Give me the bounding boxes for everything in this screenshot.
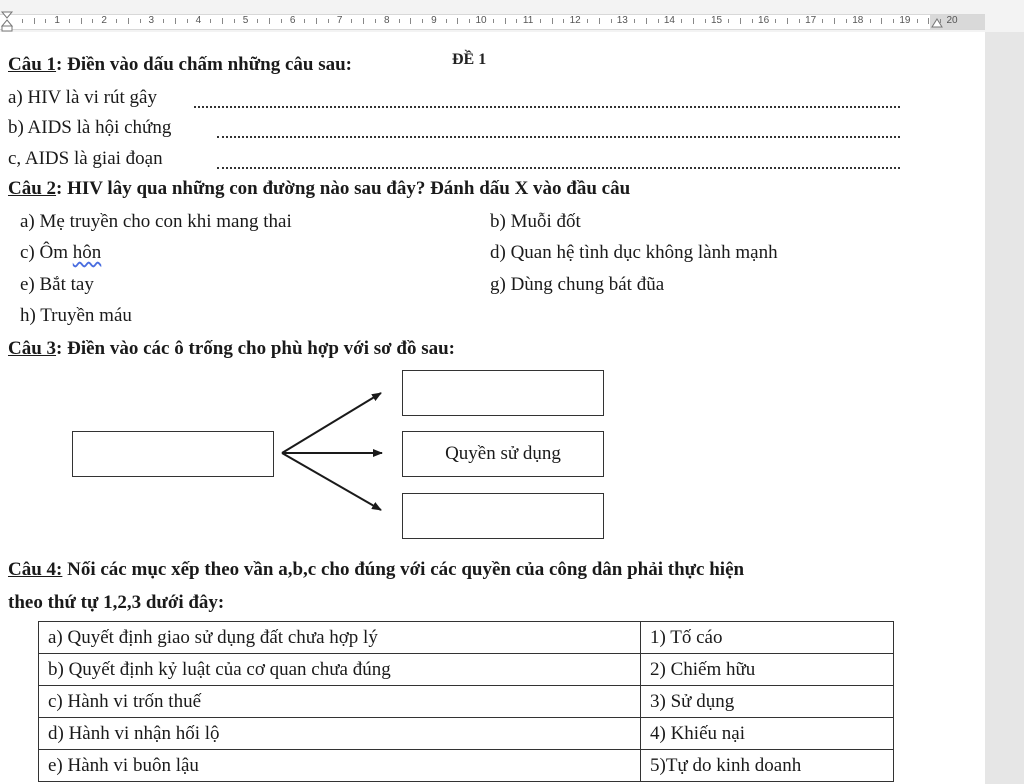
q2-option-g: g) Dùng chung bát đũa [490,274,665,295]
table-cell-right: 3) Sử dụng [641,686,894,718]
table-cell-statement: e) Hành vi buôn lậu [39,750,641,782]
ruler-tick [222,18,223,24]
ruler-number: 7 [336,15,343,26]
q2-option-h: h) Truyền máu [20,305,132,326]
ruler-tick [834,18,835,24]
table-cell-statement: a) Quyết định giao sử dụng đất chưa hợp lý [39,622,641,654]
ruler-tick [540,19,541,23]
cut-off-heading: ĐỀ 1 [452,51,487,68]
ruler-tick [681,19,682,23]
q3-number: Câu 3 [8,338,57,359]
ruler-number: 18 [852,15,864,26]
spellcheck-word[interactable]: hôn [72,242,102,263]
table-cell-right: 2) Chiếm hữu [641,654,894,686]
window-background [985,32,1024,784]
table-row [39,686,894,718]
q2-option-d: d) Quan hệ tình dục không lành mạnh [490,242,778,263]
table-cell-statement: d) Hành vi nhận hối lộ [39,718,641,750]
ruler-tick [363,18,364,24]
ruler-tick [22,19,23,23]
ruler-tick [587,19,588,23]
table-row [39,718,894,750]
matching-table [38,621,894,782]
q2-option-c-prefix: c) Ôm [20,242,73,263]
diagram-source-box[interactable] [72,431,274,477]
ruler-number: 10 [475,15,487,26]
ruler-tick [775,19,776,23]
ruler-number: 17 [805,15,817,26]
ruler-tick [210,19,211,23]
table-cell-right: 4) Khiếu nại [641,718,894,750]
q4-heading-line1 [8,559,744,581]
ruler-tick [752,19,753,23]
ruler-tick [399,19,400,23]
table-cell-right: 1) Tố cáo [641,622,894,654]
table-cell-right: 5)Tự do kinh doanh [641,750,894,782]
diagram-top-box[interactable] [402,370,604,416]
ruler-number: 11 [522,15,534,26]
ruler-tick [740,18,741,24]
ruler-tick [870,19,871,23]
table-row [39,750,894,782]
diagram-middle-box [402,431,604,477]
ruler-tick [846,19,847,23]
ruler-tick [269,18,270,24]
ruler-tick [611,19,612,23]
ruler-number: 4 [195,15,202,26]
q2-option-b: b) Muỗi đốt [490,211,581,232]
ruler-tick [128,18,129,24]
ruler-tick [822,19,823,23]
ruler-number: 16 [758,15,770,26]
ruler-tick [410,18,411,24]
ruler-tick [116,19,117,23]
ruler-number: 3 [148,15,155,26]
ruler-tick [457,18,458,24]
ruler-tick [34,18,35,24]
q4-heading-line2: theo thứ tự 1,2,3 dưới đây: [8,592,225,613]
ruler-number: 15 [710,15,723,26]
ruler-tick [140,19,141,23]
ruler-number: 14 [663,15,675,26]
ruler-tick [45,19,46,23]
ruler-tick [881,18,882,24]
q2-title: : HIV lây qua những con đường nào sau đây? Đánh dấu X vào đầu câu [56,178,631,199]
ruler-tick [728,19,729,23]
ruler-tick [516,19,517,23]
arrow-to-top-box [282,393,381,453]
ruler-tick [234,19,235,23]
horizontal-ruler[interactable] [0,0,1024,32]
table-row [39,654,894,686]
ruler-tick [799,19,800,23]
q2-number: Câu 2 [8,178,57,199]
ruler-number: 8 [384,15,390,26]
ruler-tick [693,18,694,24]
ruler-tick [505,18,506,24]
diagram-middle-label: Quyền sử dụng [445,443,561,464]
table-row [39,622,894,654]
q1-item-c: c, AIDS là giai đoạn [8,148,163,169]
ruler-tick [316,18,317,24]
ruler-number: 1 [54,15,60,26]
ruler-tick [304,19,305,23]
ruler-tick [351,19,352,23]
q1-number: Câu 1 [8,54,57,75]
ruler-tick [599,18,600,24]
q1-item-b: b) AIDS là hội chứng [8,117,172,138]
table-cell-statement: b) Quyết định kỷ luật của cơ quan chưa đúng [39,654,641,686]
ruler-tick [469,19,470,23]
ruler-number: 20 [946,15,958,26]
ruler-tick [69,19,70,23]
ruler-tick [163,19,164,23]
ruler-tick [917,19,918,23]
ruler-number: 19 [899,15,911,26]
table-cell-statement: c) Hành vi trốn thuế [39,686,641,718]
ruler-tick [928,18,929,24]
q3-title: : Điền vào các ô trống cho phù hợp với sơ đồ sau: [56,338,455,359]
ruler-tick [563,19,564,23]
arrow-to-bottom-box [282,453,381,510]
ruler-tick [257,19,258,23]
q4-number: Câu 4: [8,559,63,580]
ruler-tick [705,19,706,23]
ruler-tick [787,18,788,24]
diagram-bottom-box[interactable] [402,493,604,539]
ruler-number: 2 [101,15,107,26]
ruler-number: 6 [289,15,296,26]
q2-option-a: a) Mẹ truyền cho con khi mang thai [20,211,292,232]
q1-item-a: a) HIV là vi rút gây [8,87,157,108]
ruler-tick [446,19,447,23]
ruler-tick [646,18,647,24]
ruler-number: 13 [616,15,628,26]
right-indent-marker-icon[interactable] [932,18,942,28]
ruler-tick [658,19,659,23]
ruler-tick [634,19,635,23]
ruler-tick [422,19,423,23]
ruler-number: 9 [431,15,437,26]
ruler-tick [187,19,188,23]
ruler-tick [328,19,329,23]
ruler-tick [893,19,894,23]
q2-option-e: e) Bắt tay [20,274,94,295]
ruler-number: 12 [569,15,581,26]
left-indent-marker-icon[interactable] [2,12,12,32]
ruler-tick [92,19,93,23]
ruler-number: 5 [242,15,249,26]
ruler-tick [493,19,494,23]
ruler-tick [552,18,553,24]
ruler-tick [281,19,282,23]
ruler-tick [175,18,176,24]
q1-title: : Điền vào dấu chấm những câu sau: [56,54,352,75]
ruler-tick [81,18,82,24]
q4-title-line1: Nối các mục xếp theo vần a,b,c cho đúng với các quyền của công dân phải thực hiện [62,559,745,580]
ruler-tick [375,19,376,23]
